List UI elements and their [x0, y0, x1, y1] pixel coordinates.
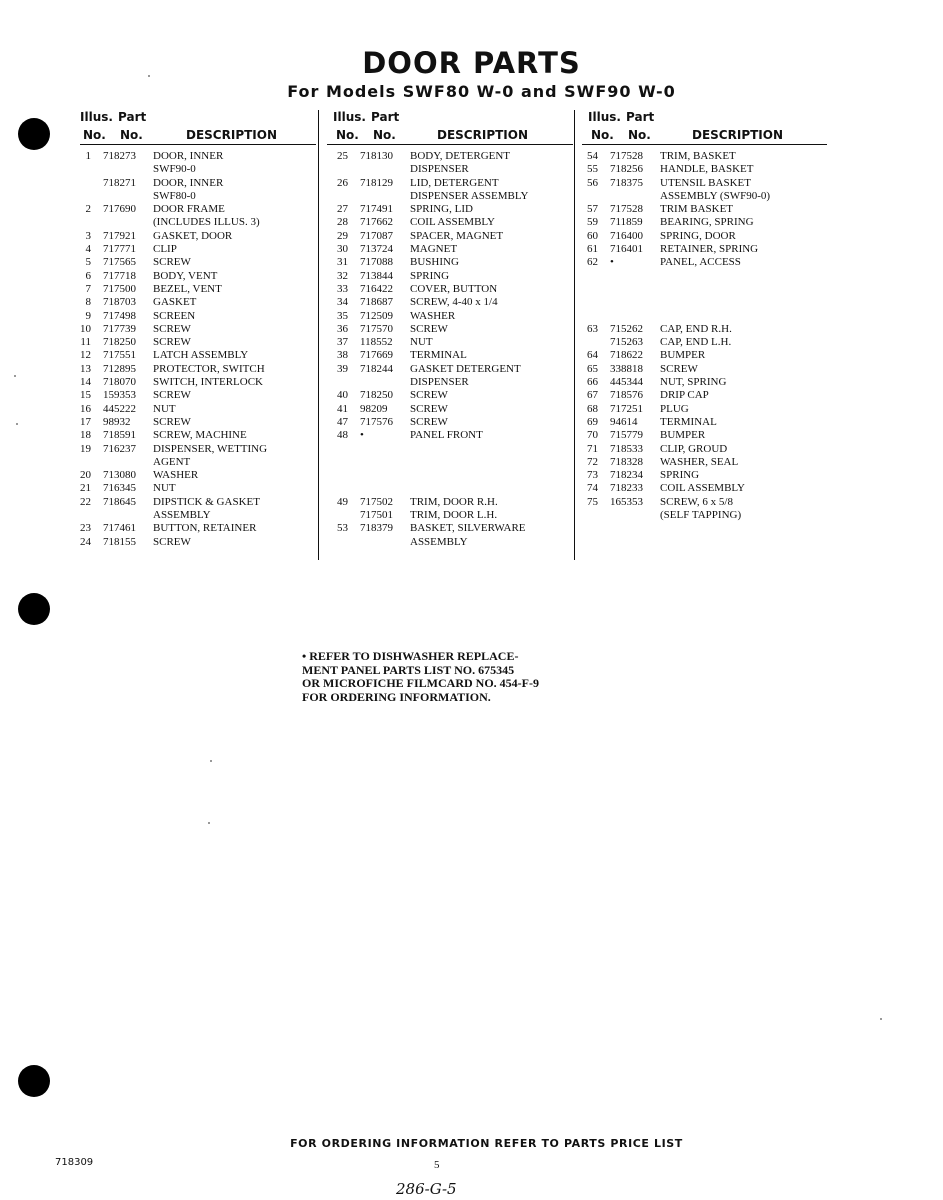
document-number: 718309: [55, 1157, 94, 1168]
part-number: 445222: [103, 402, 136, 415]
part-description: SCREW: [660, 362, 698, 375]
part-description: SPACER, MAGNET: [410, 229, 504, 242]
part-number: 718375: [610, 176, 643, 189]
part-number: 718622: [610, 349, 643, 362]
part-number: 712895: [103, 362, 136, 375]
part-number: 717528: [610, 203, 643, 216]
illus-number: 60: [587, 229, 598, 242]
part-number: 717551: [103, 349, 136, 362]
illus-number: 32: [337, 269, 348, 282]
illus-number: 37: [337, 336, 348, 349]
part-description: NUT: [153, 402, 176, 415]
illus-number: 21: [80, 482, 91, 495]
part-description: SPRING, DOOR: [660, 229, 736, 242]
illus-no-header: No.: [591, 128, 614, 142]
illus-number: 53: [337, 522, 348, 535]
part-number: 717718: [103, 269, 136, 282]
part-description: CAP, END R.H.: [660, 322, 732, 335]
part-number: 716237: [103, 442, 136, 455]
part-number: 717669: [360, 349, 393, 362]
part-description: DISPENSER: [410, 163, 469, 176]
illus-number: 8: [85, 296, 91, 309]
scan-speck: [208, 822, 210, 824]
part-description: SCREW: [410, 322, 448, 335]
column-divider-1: [318, 110, 319, 560]
part-description: PLUG: [660, 402, 689, 415]
illus-number: 40: [337, 389, 348, 402]
part-number: 338818: [610, 362, 643, 375]
part-description: SPRING: [410, 269, 450, 282]
part-number: 717576: [360, 415, 393, 428]
part-description: BEZEL, VENT: [153, 282, 222, 295]
part-number: 718256: [610, 163, 643, 176]
column-header: [588, 110, 833, 146]
part-description: ASSEMBLY (SWF90-0): [660, 189, 771, 202]
part-no-header: No.: [373, 128, 396, 142]
description-header: DESCRIPTION: [437, 128, 529, 142]
scan-speck: [880, 1018, 882, 1020]
illus-number: 38: [337, 349, 348, 362]
part-number: 718234: [610, 469, 643, 482]
part-description: SCREW: [153, 322, 191, 335]
binder-hole-bottom: [18, 1065, 50, 1097]
part-description: DISPENSER: [410, 376, 469, 389]
illus-number: 19: [80, 442, 91, 455]
part-description: SCREW, 4-40 x 1/4: [410, 296, 498, 309]
part-description: WASHER: [153, 469, 199, 482]
part-number: 717771: [103, 243, 136, 256]
illus-number: 75: [587, 495, 598, 508]
part-description: (INCLUDES ILLUS. 3): [153, 216, 260, 229]
part-number: 717502: [360, 495, 393, 508]
part-number: 713080: [103, 469, 136, 482]
part-number: 718533: [610, 442, 643, 455]
part-number: 718233: [610, 482, 643, 495]
part-number: 718687: [360, 296, 393, 309]
part-description: SCREW: [153, 336, 191, 349]
illus-header: Illus.: [588, 110, 621, 124]
column-header: [80, 110, 320, 146]
illus-number: 3: [85, 229, 91, 242]
part-number: 716345: [103, 482, 136, 495]
part-number: 718250: [360, 389, 393, 402]
part-description: DIPSTICK & GASKET: [153, 495, 260, 508]
illus-number: 39: [337, 362, 348, 375]
part-number: 717570: [360, 322, 393, 335]
part-description: COIL ASSEMBLY: [660, 482, 745, 495]
header-rule: [327, 144, 573, 145]
illus-number: 71: [587, 442, 598, 455]
ordering-note: [302, 650, 539, 704]
part-number: 718070: [103, 376, 136, 389]
header-rule: [80, 144, 316, 145]
illus-number: 55: [587, 163, 598, 176]
illus-number: 49: [337, 495, 348, 508]
illus-number: 65: [587, 362, 598, 375]
part-description: TRIM, DOOR R.H.: [410, 495, 498, 508]
part-number: 716401: [610, 243, 643, 256]
illus-number: 30: [337, 243, 348, 256]
part-description: SCREW: [153, 256, 191, 269]
part-number: 718129: [360, 176, 393, 189]
illus-number: 7: [85, 282, 91, 295]
part-description: COVER, BUTTON: [410, 282, 498, 295]
note-line: MENT PANEL PARTS LIST NO. 675345: [302, 662, 515, 677]
illus-number: 9: [85, 309, 91, 322]
part-number: 718155: [103, 535, 136, 548]
illus-number: 12: [80, 349, 91, 362]
part-number: 718271: [103, 176, 136, 189]
description-header: DESCRIPTION: [692, 128, 784, 142]
note-line: FOR ORDERING INFORMATION.: [302, 689, 491, 704]
illus-header: Illus.: [333, 110, 366, 124]
illus-number: 26: [337, 176, 348, 189]
part-number: 716422: [360, 282, 393, 295]
illus-number: 25: [337, 150, 348, 162]
illus-number: 72: [587, 455, 598, 468]
part-description: BUSHING: [410, 256, 459, 269]
part-description: BASKET, SILVERWARE: [410, 522, 526, 535]
illus-number: 18: [80, 429, 91, 442]
part-description: GASKET, DOOR: [153, 229, 233, 242]
part-description: DOOR, INNER: [153, 176, 224, 189]
binder-hole-middle: [18, 593, 50, 625]
part-number: 718645: [103, 495, 136, 508]
part-description: HANDLE, BASKET: [660, 163, 754, 176]
part-number: 715263: [610, 336, 643, 349]
part-description: LATCH ASSEMBLY: [153, 349, 249, 362]
part-description: SCREEN: [153, 309, 196, 322]
part-description: DOOR FRAME: [153, 203, 225, 216]
description-header: DESCRIPTION: [186, 128, 278, 142]
part-description: SCREW: [410, 415, 448, 428]
note-line: OR MICROFICHE FILMCARD NO. 454-F-9: [302, 676, 539, 690]
illus-no-header: No.: [83, 128, 106, 142]
part-description: TERMINAL: [660, 415, 717, 428]
illus-number: 59: [587, 216, 598, 229]
page-title: DOOR PARTS: [362, 46, 581, 80]
illus-number: 27: [337, 203, 348, 216]
illus-number: 61: [587, 243, 598, 256]
header-rule: [582, 144, 827, 145]
note-line: • REFER TO DISHWASHER REPLACE-: [302, 649, 519, 663]
part-number: 717501: [360, 509, 393, 522]
illus-number: 5: [85, 256, 91, 269]
part-number: 717500: [103, 282, 136, 295]
illus-number: 54: [587, 150, 598, 162]
part-number: 712509: [360, 309, 393, 322]
page-number: 5: [434, 1159, 440, 1171]
part-description: COIL ASSEMBLY: [410, 216, 495, 229]
part-description: (SELF TAPPING): [660, 509, 742, 522]
illus-number: 48: [337, 429, 348, 442]
part-description: WASHER, SEAL: [660, 455, 739, 468]
parts-column-1: [80, 110, 320, 548]
illus-number: 24: [80, 535, 91, 548]
part-description: GASKET: [153, 296, 197, 309]
part-number: 717088: [360, 256, 393, 269]
parts-column-3: [587, 110, 833, 522]
illus-number: 69: [587, 415, 598, 428]
part-description: GASKET DETERGENT: [410, 362, 521, 375]
part-description: NUT, SPRING: [660, 376, 727, 389]
part-number: 159353: [103, 389, 136, 402]
part-description: NUT: [153, 482, 176, 495]
illus-number: 35: [337, 309, 348, 322]
part-description: TERMINAL: [410, 349, 467, 362]
illus-number: 23: [80, 522, 91, 535]
illus-number: 36: [337, 322, 348, 335]
illus-number: 29: [337, 229, 348, 242]
part-description: ASSEMBLY: [153, 509, 211, 522]
part-description: DISPENSER, WETTING: [153, 442, 268, 455]
part-number: 717491: [360, 203, 393, 216]
illus-number: 63: [587, 322, 598, 335]
part-description: SCREW: [410, 389, 448, 402]
part-number: •: [610, 256, 614, 269]
illus-number: 15: [80, 389, 91, 402]
part-description: CAP, END L.H.: [660, 336, 732, 349]
part-description: SPRING, LID: [410, 203, 473, 216]
part-description: TRIM BASKET: [660, 203, 734, 216]
illus-header: Illus.: [80, 110, 113, 124]
part-header: Part: [371, 110, 400, 124]
scan-speck: [14, 375, 16, 377]
illus-number: 47: [337, 415, 348, 428]
part-no-header: No.: [120, 128, 143, 142]
part-number: 717690: [103, 203, 136, 216]
part-description: DOOR, INNER: [153, 150, 224, 162]
part-description: PANEL, ACCESS: [660, 256, 741, 269]
illus-number: 41: [337, 402, 348, 415]
part-description: CLIP: [153, 243, 177, 256]
part-description: NUT: [410, 336, 433, 349]
part-description: SWF80-0: [153, 189, 196, 202]
scan-speck: [148, 75, 150, 77]
part-number: 717921: [103, 229, 136, 242]
part-number: 718250: [103, 336, 136, 349]
illus-number: 1: [85, 150, 91, 162]
illus-number: 57: [587, 203, 598, 216]
part-number: 718244: [360, 362, 393, 375]
illus-number: 11: [80, 336, 91, 349]
part-number: 717662: [360, 216, 393, 229]
illus-number: 4: [85, 243, 91, 256]
part-description: LID, DETERGENT: [410, 176, 499, 189]
part-number: 718703: [103, 296, 136, 309]
part-description: SPRING: [660, 469, 700, 482]
part-number: 715779: [610, 429, 643, 442]
scan-speck: [210, 760, 212, 762]
part-description: DISPENSER ASSEMBLY: [410, 189, 529, 202]
part-number: •: [360, 429, 364, 442]
part-description: TRIM, BASKET: [660, 150, 736, 162]
part-number: 718130: [360, 150, 393, 162]
part-description: SCREW: [153, 415, 191, 428]
part-number: 94614: [610, 415, 638, 428]
part-header: Part: [118, 110, 147, 124]
illus-number: 2: [85, 203, 91, 216]
illus-number: 64: [587, 349, 598, 362]
part-description: WASHER: [410, 309, 456, 322]
illus-number: 17: [80, 415, 91, 428]
illus-number: 6: [85, 269, 91, 282]
part-number: 98209: [360, 402, 388, 415]
part-description: BEARING, SPRING: [660, 216, 754, 229]
part-description: SCREW, MACHINE: [153, 429, 247, 442]
part-no-header: No.: [628, 128, 651, 142]
part-description: BODY, DETERGENT: [410, 150, 511, 162]
part-number: 715262: [610, 322, 643, 335]
illus-number: 56: [587, 176, 598, 189]
part-description: SCREW: [153, 535, 191, 548]
part-description: UTENSIL BASKET: [660, 176, 751, 189]
part-description: SWITCH, INTERLOCK: [153, 376, 263, 389]
part-number: 445344: [610, 376, 643, 389]
illus-number: 31: [337, 256, 348, 269]
part-number: 717565: [103, 256, 136, 269]
part-description: CLIP, GROUD: [660, 442, 728, 455]
part-description: PANEL FRONT: [410, 429, 483, 442]
part-number: 718379: [360, 522, 393, 535]
part-number: 713844: [360, 269, 393, 282]
scan-speck: [16, 423, 18, 425]
part-description: PROTECTOR, SWITCH: [153, 362, 265, 375]
part-description: SCREW: [153, 389, 191, 402]
part-number: 717461: [103, 522, 136, 535]
part-description: BODY, VENT: [153, 269, 218, 282]
illus-number: 34: [337, 296, 348, 309]
part-description: SWF90-0: [153, 163, 196, 176]
part-number: 716400: [610, 229, 643, 242]
illus-number: 14: [80, 376, 91, 389]
part-number: 718328: [610, 455, 643, 468]
part-description: AGENT: [153, 455, 191, 468]
parts-column-2: [333, 110, 573, 548]
illus-number: 33: [337, 282, 348, 295]
illus-number: 74: [587, 482, 598, 495]
part-description: BUTTON, RETAINER: [153, 522, 257, 535]
part-number: 718576: [610, 389, 643, 402]
part-number: 713724: [360, 243, 393, 256]
part-number: 717087: [360, 229, 393, 242]
part-number: 118552: [360, 336, 393, 349]
part-description: DRIP CAP: [660, 389, 709, 402]
part-description: SCREW: [410, 402, 448, 415]
footer-ordering-text: FOR ORDERING INFORMATION REFER TO PARTS PRICE LIST: [290, 1137, 683, 1150]
binder-hole-top: [18, 118, 50, 150]
part-number: 98932: [103, 415, 131, 428]
illus-number: 62: [587, 256, 598, 269]
illus-number: 16: [80, 402, 91, 415]
illus-number: 28: [337, 216, 348, 229]
part-header: Part: [626, 110, 655, 124]
part-number: 711859: [610, 216, 643, 229]
part-description: BUMPER: [660, 429, 706, 442]
illus-number: 70: [587, 429, 598, 442]
part-number: 717739: [103, 322, 136, 335]
part-description: MAGNET: [410, 243, 458, 256]
illus-number: 68: [587, 402, 598, 415]
part-number: 718273: [103, 150, 136, 162]
illus-number: 66: [587, 376, 598, 389]
part-description: SCREW, 6 x 5/8: [660, 495, 733, 508]
illus-number: 22: [80, 495, 91, 508]
page-subtitle: For Models SWF80 W-0 and SWF90 W-0: [287, 82, 676, 101]
part-number: 718591: [103, 429, 136, 442]
illus-number: 20: [80, 469, 91, 482]
illus-no-header: No.: [336, 128, 359, 142]
part-number: 165353: [610, 495, 643, 508]
handwritten-code: 286-G-5: [396, 1180, 457, 1198]
part-description: TRIM, DOOR L.H.: [410, 509, 498, 522]
part-number: 717498: [103, 309, 136, 322]
part-description: RETAINER, SPRING: [660, 243, 759, 256]
illus-number: 67: [587, 389, 598, 402]
illus-number: 13: [80, 362, 91, 375]
column-divider-2: [574, 110, 575, 560]
illus-number: 10: [80, 322, 91, 335]
column-header: [333, 110, 573, 146]
part-description: ASSEMBLY: [410, 535, 468, 548]
part-number: 717251: [610, 402, 643, 415]
illus-number: 73: [587, 469, 598, 482]
part-description: BUMPER: [660, 349, 706, 362]
part-number: 717528: [610, 150, 643, 162]
